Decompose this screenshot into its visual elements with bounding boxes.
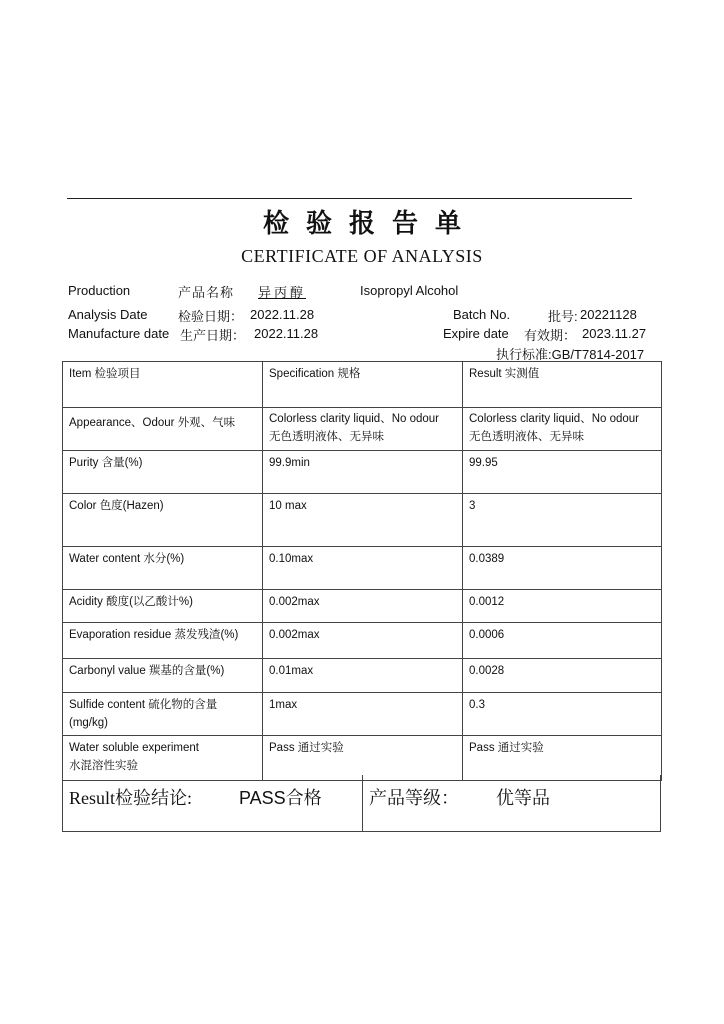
batch-label: Batch No. xyxy=(453,307,511,322)
manufacture-date-value: 2022.11.28 xyxy=(254,326,319,341)
row-result: 0.0389 xyxy=(463,547,662,590)
table-row xyxy=(63,659,662,693)
row-spec xyxy=(263,408,463,451)
analysis-date-value: 2022.11.28 xyxy=(250,307,315,322)
expire-date-label-cn: 有效期： xyxy=(524,328,577,343)
table-row xyxy=(63,590,662,623)
row-spec: 1max xyxy=(263,693,463,736)
row-item-line2: 水混溶性实验 xyxy=(69,760,138,772)
row-item-line1: Sulfide content 硫化物的含量 xyxy=(69,699,218,711)
top-rule xyxy=(67,198,632,199)
grade-value: 优等品 xyxy=(496,788,550,808)
product-name-en: Isopropyl Alcohol xyxy=(360,283,459,298)
row-item: Appearance、Odour 外观、气味 xyxy=(63,408,263,451)
manufacture-date-label-cn: 生产日期： xyxy=(180,328,246,343)
table-row xyxy=(63,451,662,494)
document-title-en: CERTIFICATE OF ANALYSIS xyxy=(241,246,483,266)
expire-date-label: Expire date xyxy=(443,326,509,341)
row-result: 0.0028 xyxy=(463,659,662,693)
conclusion-label: Result检验结论: xyxy=(69,788,193,808)
row-result: 0.0012 xyxy=(463,590,662,623)
row-spec-cn: 无色透明液体、无异味 xyxy=(269,431,384,443)
row-spec: 0.10max xyxy=(263,547,463,590)
table-row xyxy=(63,494,662,547)
header-spec: Specification 规格 xyxy=(263,362,463,408)
analysis-date-label: Analysis Date xyxy=(68,307,148,322)
row-spec: 10 max xyxy=(263,494,463,547)
row-result: Pass 通过实验 xyxy=(463,736,662,781)
row-item xyxy=(63,736,263,781)
row-spec: 0.002max xyxy=(263,590,463,623)
row-item xyxy=(63,693,263,736)
row-result-cn: 无色透明液体、无异味 xyxy=(469,431,584,443)
row-item: Color 色度(Hazen) xyxy=(63,494,263,547)
analysis-date-label-cn: 检验日期： xyxy=(178,309,244,324)
table-header-row xyxy=(63,362,662,408)
table-row xyxy=(63,736,662,781)
row-item: Acidity 酸度(以乙酸计%) xyxy=(63,590,263,623)
row-spec: 0.01max xyxy=(263,659,463,693)
table-row xyxy=(63,623,662,659)
manufacture-date-label: Manufacture date xyxy=(68,326,170,341)
production-label: Production xyxy=(68,283,131,298)
row-result xyxy=(463,408,662,451)
batch-label-cn: 批号: xyxy=(548,309,578,324)
row-result: 99.95 xyxy=(463,451,662,494)
row-spec: Pass 通过实验 xyxy=(263,736,463,781)
product-name-label: 产品名称 xyxy=(178,285,235,300)
batch-number: 20221128 xyxy=(580,307,637,322)
table-row xyxy=(63,408,662,451)
row-result: 0.3 xyxy=(463,693,662,736)
row-item: Carbonyl value 羰基的含量(%) xyxy=(63,659,263,693)
document-title-cn: 检验报告单 xyxy=(262,209,478,239)
row-item-line2: (mg/kg) xyxy=(69,717,108,729)
row-spec: 0.002max xyxy=(263,623,463,659)
row-item: Evaporation residue 蒸发残渣(%) xyxy=(63,623,263,659)
row-result-en: Colorless clarity liquid、No odour xyxy=(469,413,640,425)
table-row xyxy=(63,693,662,736)
row-item-line1: Water soluble experiment xyxy=(69,742,199,754)
row-spec: 99.9min xyxy=(263,451,463,494)
standard-value: GB/T7814-2017 xyxy=(551,347,645,362)
conclusion-box xyxy=(62,775,661,832)
row-result: 0.0006 xyxy=(463,623,662,659)
header-result: Result 实测值 xyxy=(463,362,662,408)
product-name-cn: 异丙醇 xyxy=(258,285,307,300)
row-spec-en: Colorless clarity liquid、No odour xyxy=(269,413,440,425)
row-item: Purity 含量(%) xyxy=(63,451,263,494)
header-item: Item 检验项目 xyxy=(63,362,263,408)
grade-label: 产品等级： xyxy=(369,788,459,808)
row-result: 3 xyxy=(463,494,662,547)
conclusion-divider xyxy=(362,775,363,831)
expire-date-value: 2023.11.27 xyxy=(582,326,647,341)
analysis-table xyxy=(62,361,662,781)
table-row xyxy=(63,547,662,590)
standard-label: 执行标准: xyxy=(496,347,552,362)
conclusion-value: PASS合格 xyxy=(239,788,322,808)
row-item: Water content 水分(%) xyxy=(63,547,263,590)
